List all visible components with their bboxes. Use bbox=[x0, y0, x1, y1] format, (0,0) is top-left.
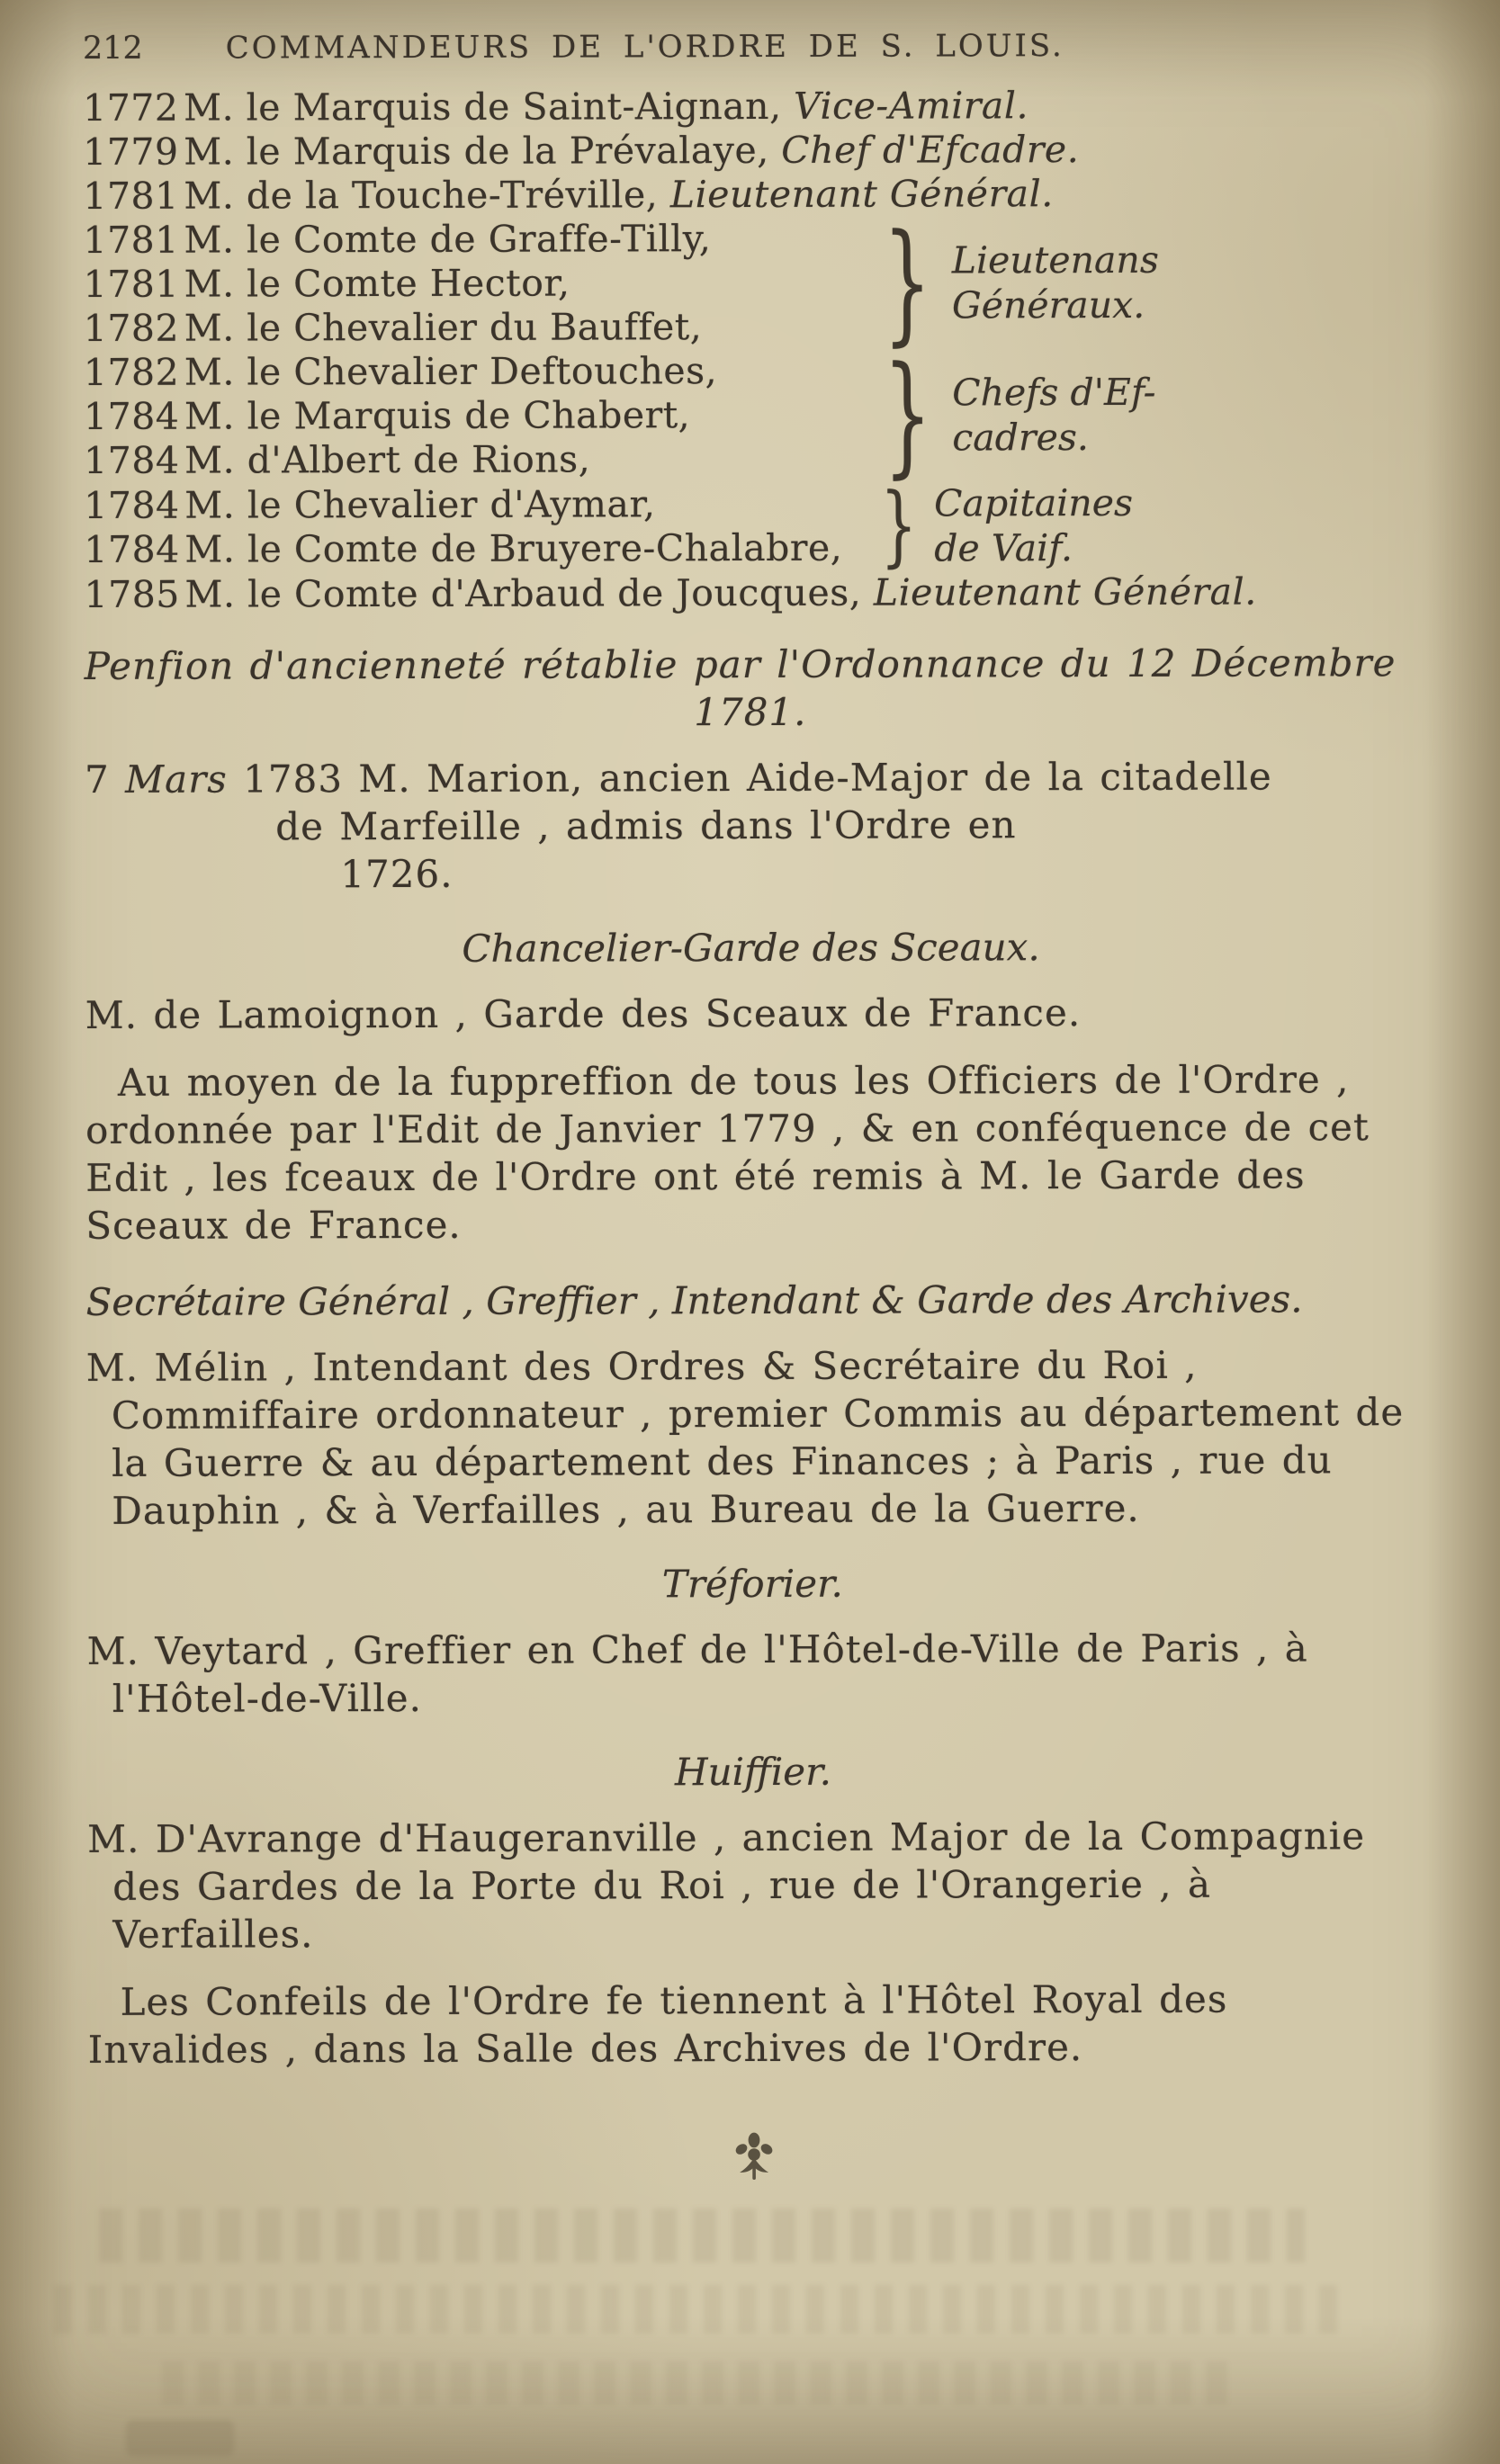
group-entries bbox=[83, 217, 875, 351]
entry-rank: Chef d'Efcadre. bbox=[781, 128, 1080, 172]
commandeurs-list bbox=[83, 83, 1416, 617]
entry-name: M. le Chevalier Deftouches, bbox=[184, 349, 718, 394]
entry-name: M. le Comte de Graffe-Tilly, bbox=[184, 217, 712, 262]
label-line: Lieutenans bbox=[951, 237, 1159, 282]
entry-rank: Lieutenant Général. bbox=[669, 172, 1054, 217]
fleuron-ornament-icon bbox=[728, 2129, 780, 2187]
list-entry bbox=[84, 569, 1415, 617]
list-entry bbox=[84, 482, 876, 528]
list-entry bbox=[84, 349, 876, 395]
entry-name: M. de la Touche-Tréville, bbox=[184, 173, 670, 218]
suppression-paragraph: Au moyen de la fuppreffion de tous les Officiers de l'Ordre , ordonnée par l'Edit de Janvier 1779 , & en conféquence de cet Edit , les fceaux de l'Ordre ont été remis à M. le Garde des Sceaux de France. bbox=[85, 1057, 1370, 1248]
brace-group bbox=[83, 338, 1415, 491]
avrange-paragraph: M. D'Avrange d'Haugeranville , ancien Major de la Compagnie des Gardes de la Porte du Roi , rue de l'Orangerie , à Verfailles. bbox=[87, 1814, 1366, 1957]
entry-year: 1784 bbox=[84, 527, 180, 571]
label-line: Capitaines bbox=[934, 480, 1134, 525]
entry-year: 1781 bbox=[83, 218, 179, 262]
pension-note bbox=[85, 639, 1416, 738]
entry-name: M. le Chevalier d'Aymar, bbox=[184, 482, 656, 527]
entry-year: 1784 bbox=[83, 394, 180, 438]
entry-name: M. le Comte d'Arbaud de Joucques, bbox=[184, 570, 874, 616]
right-brace-icon: } bbox=[883, 338, 932, 491]
ornament-container bbox=[88, 2128, 1420, 2192]
right-brace-icon: } bbox=[883, 206, 932, 359]
label-line: Généraux. bbox=[951, 282, 1145, 327]
marion-line2: de Marfeille , admis dans l'Ordre en bbox=[275, 802, 1017, 849]
section-heading-huissier: Huiffier. bbox=[674, 1749, 831, 1795]
right-brace-icon: } bbox=[880, 474, 918, 577]
section-heading-secretaire: Secrétaire Général , Greffier , Intendant & Garde des Archives. bbox=[85, 1277, 1303, 1324]
entry-name: M. d'Albert de Rions, bbox=[184, 437, 591, 482]
brace-group bbox=[84, 474, 1415, 577]
page-header bbox=[83, 27, 1415, 67]
list-entry bbox=[83, 127, 1415, 175]
melin-paragraph: M. Mélin , Intendant des Ordres & Secrétaire du Roi , Commiffaire ordonnateur , premier Commis au département de la Guerre & au département des Finances ; à Paris , rue du Dauphin , & à Verfailles , au Bureau de la Guerre. bbox=[85, 1342, 1405, 1533]
entry-year: 1781 bbox=[83, 262, 180, 306]
entry-year: 1784 bbox=[84, 438, 180, 482]
group-entries bbox=[84, 482, 876, 572]
list-entry bbox=[84, 305, 876, 351]
entry-year: 1784 bbox=[84, 483, 180, 527]
marion-line3: 1726. bbox=[340, 851, 454, 897]
group-rank-label bbox=[934, 480, 1133, 571]
entry-name: M. le Chevalier du Bauffet, bbox=[184, 305, 703, 350]
pension-line1: Penfion d'ancienneté rétablie par l'Ordonnance du 12 Décembre bbox=[84, 641, 1397, 688]
label-line: de Vaif. bbox=[934, 526, 1073, 570]
list-entry bbox=[84, 261, 876, 307]
lamoignon-line: M. de Lamoignon , Garde des Sceaux de France. bbox=[85, 990, 1082, 1037]
entry-name: M. le Marquis de Saint-Aignan, bbox=[184, 84, 795, 130]
entry-name: M. le Comte Hector, bbox=[184, 261, 570, 306]
entry-name: M. le Marquis de Chabert, bbox=[184, 393, 691, 438]
conseils-paragraph: Les Confeils de l'Ordre fe tiennent à l'Hôtel Royal des Invalides , dans la Salle des Archives de l'Ordre. bbox=[87, 1976, 1228, 2072]
group-rank-label bbox=[952, 369, 1156, 460]
entry-name: M. le Comte de Bruyere-Chalabre, bbox=[184, 525, 843, 571]
entry-rank: Lieutenant Général. bbox=[873, 569, 1257, 614]
list-entry bbox=[83, 83, 1415, 130]
section-heading-chancelier: Chancelier-Garde des Sceaux. bbox=[462, 925, 1040, 971]
entry-name: M. le Marquis de la Prévalaye, bbox=[184, 128, 782, 174]
group-rank-label bbox=[952, 237, 1159, 327]
marion-line1: 7 Mars 1783 M. Marion, ancien Aide-Major de la citadelle bbox=[84, 754, 1272, 802]
list-entry bbox=[84, 393, 876, 439]
month-italic: Mars bbox=[125, 757, 228, 802]
page-content bbox=[83, 27, 1420, 2192]
list-entry bbox=[83, 217, 875, 263]
entry-year: 1779 bbox=[83, 130, 179, 174]
list-entry bbox=[84, 526, 876, 572]
list-entry bbox=[84, 437, 876, 483]
entry-year: 1782 bbox=[83, 306, 180, 350]
pension-line2: 1781. bbox=[694, 689, 807, 735]
marion-entry bbox=[85, 752, 1416, 899]
veytard-paragraph: M. Veytard , Greffier en Chef de l'Hôtel-de-Ville de Paris , à l'Hôtel-de-Ville. bbox=[86, 1626, 1308, 1721]
group-entries bbox=[84, 349, 876, 483]
entry-rank: Vice-Amiral. bbox=[794, 84, 1029, 128]
entry-year: 1782 bbox=[83, 350, 180, 394]
label-line: Chefs d'Ef- bbox=[952, 370, 1156, 414]
brace-group bbox=[83, 206, 1415, 359]
section-heading-tresorier: Tréforier. bbox=[661, 1561, 843, 1607]
entry-year: 1772 bbox=[83, 85, 179, 130]
entry-year: 1781 bbox=[83, 174, 179, 218]
list-entry bbox=[83, 171, 1415, 219]
label-line: cadres. bbox=[952, 415, 1089, 459]
running-title: COMMANDEURS DE L'ORDRE DE S. LOUIS. bbox=[225, 28, 1064, 67]
page-number: 212 bbox=[82, 30, 143, 67]
entry-year: 1785 bbox=[84, 572, 180, 616]
